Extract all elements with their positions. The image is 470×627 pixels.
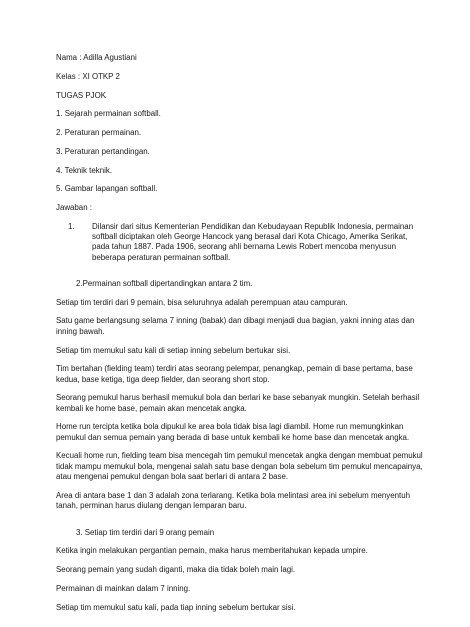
- question-item: 1. Sejarah permainan softball.: [56, 109, 161, 119]
- question-item: 3. Peraturan pertandingan.: [56, 146, 150, 156]
- section-2-paragraph: Tim bertahan (fielding team) terdiri atas seorang pelempar, penangkap, pemain di base pertama, base kedua, base ketiga, tiga deep fielder, dan seorang short stop.: [56, 364, 413, 384]
- section-3-paragraph: Ketika ingin melakukan pergantian pemain, maka harus memberitahukan kepada umpire.: [56, 546, 368, 556]
- question-item: 4. Teknik teknik.: [56, 165, 112, 175]
- document-body: [56, 53, 431, 622]
- section-3-heading: 3. Setiap tim terdiri dari 9 orang pemain: [76, 527, 215, 537]
- answer-label: Jawaban :: [56, 203, 92, 213]
- section-2-paragraph: Home run tercipta ketika bola dipukul ke area bola tidak bisa lagi diambil. Home run memungkinkan pemukul dan semua pemain yang berada di base untuk kembali ke home base dan mencetak angka.: [56, 422, 410, 442]
- section-3-paragraph: Permainan di mainkan dalam 7 inning.: [56, 584, 191, 593]
- question-item: 5. Gambar lapangan softball.: [56, 184, 158, 194]
- spacer: [56, 263, 431, 279]
- section-2-paragraph: Setiap tim terdiri dari 9 pemain, bisa seluruhnya adalah perempuan atau campuran.: [56, 297, 348, 307]
- question-item: 2. Peraturan permainan.: [56, 128, 142, 138]
- answer-1-number: 1.: [68, 221, 75, 231]
- section-2-paragraph: Area di antara base 1 dan 3 adalah zona terlarang. Ketika bola melintasi area ini sebelum menyentuh tanah, perminan harus diulang dengan lemparan baru.: [56, 490, 410, 510]
- section-2-paragraph: Kecuali home run, fielding team bisa mencegah tim pemukul mencetak angka dengan membuat pemukul tidak mampu memukul bola, mengenai salah satu base dengan bola sebelum tim pemukul mencapainya, atau mengenai pemukul dengan bola saat berlari di antara 2 base.: [56, 451, 423, 481]
- assignment-title: TUGAS PJOK: [56, 90, 106, 100]
- section-3-paragraph: Setiap tim memukul satu kali, pada tiap inning sebelum bertukar sisi.: [56, 602, 296, 612]
- section-2-paragraph: Setiap tim memukul satu kali di setiap inning sebelum bertukar sisi.: [56, 345, 291, 355]
- spacer: [56, 520, 431, 528]
- section-2-paragraph: Satu game berlangsung selama 7 inning (babak) dan dibagi menjadi dua bagian, yakni inning atas dan inning bawah.: [56, 316, 415, 336]
- answer-1-text: Dilansir dari situs Kementerian Pendidikan dan Kebudayaan Republik Indonesia, permainan softball diciptakan oleh George Hancock yang berasal dari Kota Chicago, Amerika Serikat, pada tahun 1887. Pada 1906, seorang ahli bernama Lewis Robert mencoba menyusun beberapa peraturan permainan softball.: [92, 221, 414, 262]
- answer-1: [56, 222, 431, 263]
- section-3-paragraph: Seorang pemain yang sudah diganti, maka dia tidak boleh main lagi.: [56, 565, 296, 575]
- student-class: Kelas : XI OTKP 2: [56, 71, 120, 81]
- section-2-heading: 2.Permainan softball dipertandingkan antara 2 tim.: [76, 278, 253, 288]
- student-name: Nama : Adilla Agustiani: [56, 53, 137, 62]
- section-2-paragraph: Seorang pemukul harus berhasil memukul bola dan berlari ke base sebanyak mungkin. Setelah berhasil kembali ke home base, pemain akan mencetak angka.: [56, 393, 420, 413]
